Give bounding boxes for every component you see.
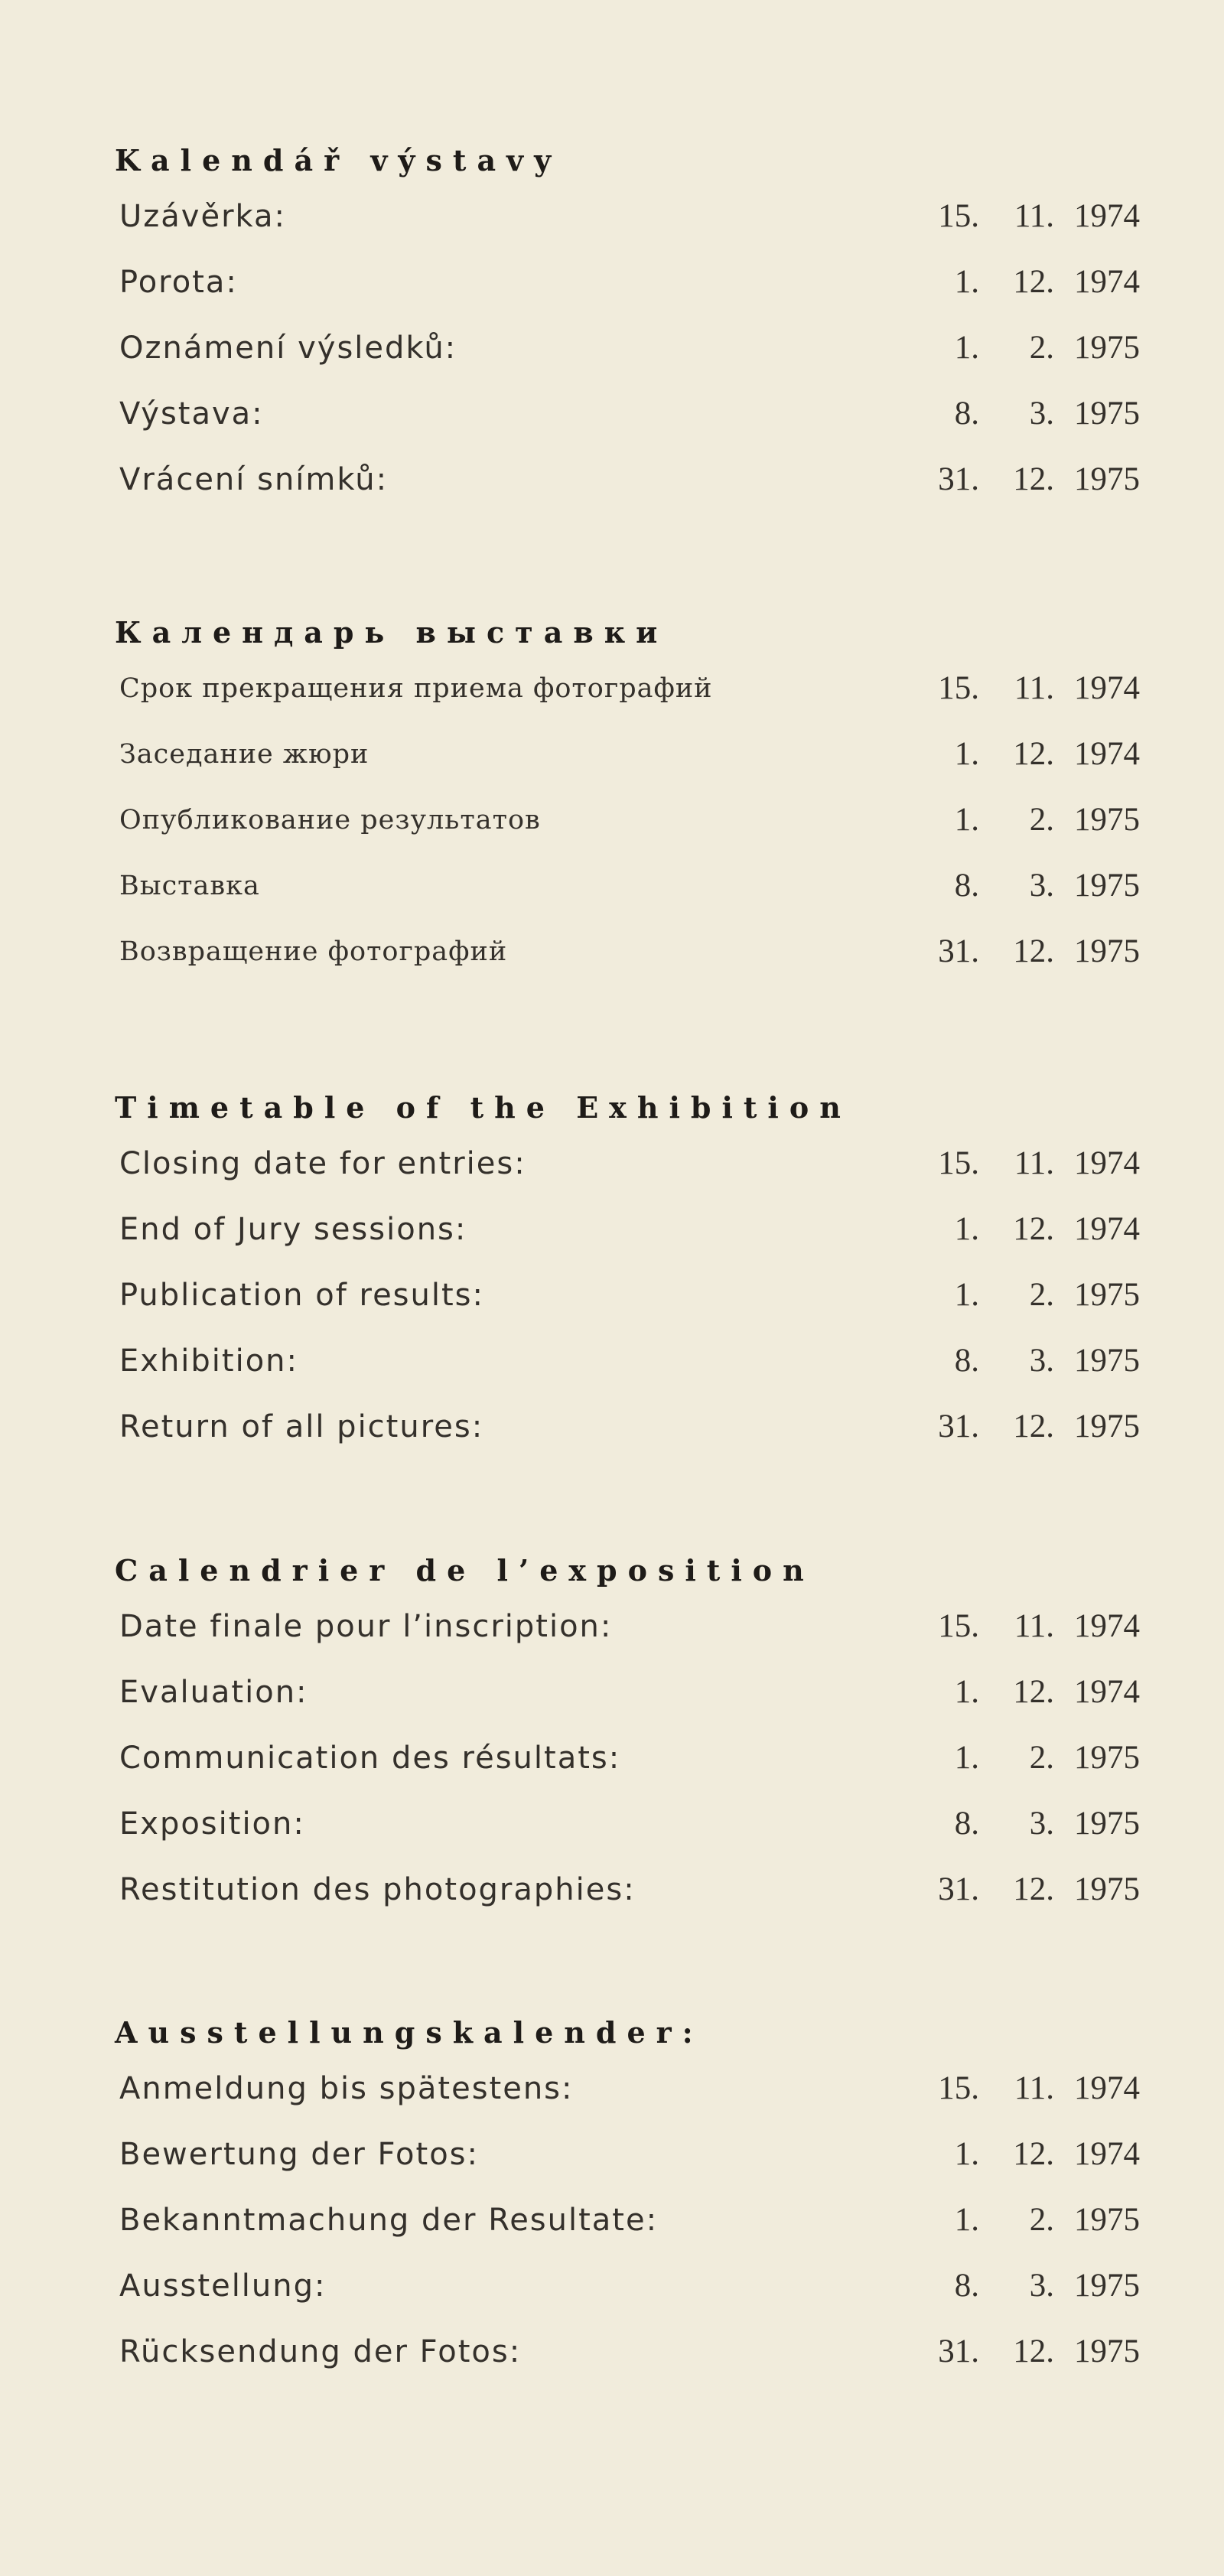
- row-label: Bewertung der Fotos:: [119, 2137, 479, 2172]
- date-month: 11.: [1014, 670, 1054, 706]
- date-day: 31.: [938, 2333, 979, 2369]
- date-year: 1975: [1074, 1408, 1140, 1444]
- schedule-row: [115, 2122, 1140, 2187]
- date-year: 1975: [1074, 1277, 1140, 1313]
- section-heading: Kalendář výstavy: [115, 143, 562, 177]
- schedule-row: [115, 1262, 1140, 1328]
- row-date: [910, 1328, 1140, 1394]
- row-label: Заседание жюри: [119, 739, 369, 770]
- row-label: Vrácení snímků:: [119, 462, 389, 497]
- row-date: [910, 2056, 1140, 2122]
- date-day: 8.: [954, 1343, 979, 1379]
- date-month: 11.: [1014, 2070, 1054, 2106]
- schedule-row: [115, 1394, 1140, 1460]
- date-day: 15.: [938, 198, 979, 234]
- row-label: Ausstellung:: [119, 2268, 327, 2304]
- schedule-row: [115, 1857, 1140, 1923]
- row-label: Closing date for entries:: [119, 1146, 526, 1181]
- date-month: 12.: [1013, 1871, 1054, 1907]
- date-month: 12.: [1013, 1408, 1054, 1444]
- row-date: [910, 447, 1140, 513]
- row-label: Опубликование результатов: [119, 805, 541, 835]
- date-day: 15.: [938, 1608, 979, 1644]
- section-heading: Calendrier de l’exposition: [115, 1553, 815, 1588]
- date-day: 1.: [954, 2136, 979, 2172]
- section-heading: Ausstellungskalender:: [115, 2015, 704, 2050]
- date-day: 1.: [954, 264, 979, 300]
- date-month: 12.: [1013, 1674, 1054, 1710]
- row-label: Return of all pictures:: [119, 1409, 484, 1444]
- schedule-row: [115, 249, 1140, 315]
- row-date: [910, 919, 1140, 985]
- date-month: 12.: [1013, 1211, 1054, 1247]
- schedule-row: [115, 787, 1140, 853]
- date-month: 2.: [1029, 802, 1054, 838]
- schedule-row: [115, 721, 1140, 787]
- row-date: [910, 787, 1140, 853]
- row-label: Срок прекращения приема фотографий: [119, 673, 713, 704]
- schedule-row: [115, 1791, 1140, 1857]
- date-month: 3.: [1029, 868, 1054, 904]
- row-label: Evaluation:: [119, 1675, 308, 1710]
- row-date: [910, 1131, 1140, 1197]
- row-label: Exhibition:: [119, 1343, 299, 1379]
- date-year: 1975: [1074, 330, 1140, 366]
- date-year: 1974: [1074, 264, 1140, 300]
- row-date: [910, 1659, 1140, 1725]
- row-label: Uzávěrka:: [119, 199, 286, 234]
- row-date: [910, 1857, 1140, 1923]
- date-day: 8.: [954, 868, 979, 904]
- row-label: Возвращение фотографий: [119, 936, 508, 967]
- date-day: 15.: [938, 1145, 979, 1181]
- schedule-row: [115, 2056, 1140, 2122]
- date-day: 1.: [954, 736, 979, 772]
- section-english: [115, 1085, 1140, 1460]
- date-month: 3.: [1029, 1343, 1054, 1379]
- row-date: [910, 1197, 1140, 1262]
- date-month: 11.: [1014, 1145, 1054, 1181]
- date-year: 1974: [1074, 1674, 1140, 1710]
- date-year: 1974: [1074, 670, 1140, 706]
- schedule-row: [115, 1594, 1140, 1659]
- date-day: 1.: [954, 330, 979, 366]
- date-year: 1974: [1074, 736, 1140, 772]
- row-date: [910, 1791, 1140, 1857]
- row-date: [910, 656, 1140, 721]
- row-date: [910, 381, 1140, 447]
- date-day: 1.: [954, 1740, 979, 1776]
- schedule-row: [115, 2319, 1140, 2385]
- row-date: [910, 2122, 1140, 2187]
- row-label: End of Jury sessions:: [119, 1212, 467, 1247]
- row-date: [910, 2253, 1140, 2319]
- date-day: 8.: [954, 396, 979, 432]
- row-label: Exposition:: [119, 1806, 305, 1842]
- date-day: 8.: [954, 1806, 979, 1842]
- section-german: [115, 2010, 1140, 2385]
- row-label: Restitution des photographies:: [119, 1872, 636, 1907]
- row-label: Oznámení výsledků:: [119, 331, 457, 366]
- row-date: [910, 2187, 1140, 2253]
- date-day: 1.: [954, 2202, 979, 2238]
- date-month: 2.: [1029, 330, 1054, 366]
- row-date: [910, 1262, 1140, 1328]
- date-month: 2.: [1029, 1740, 1054, 1776]
- date-year: 1975: [1074, 1871, 1140, 1907]
- schedule-row: [115, 1131, 1140, 1197]
- date-year: 1975: [1074, 1343, 1140, 1379]
- date-year: 1974: [1074, 1145, 1140, 1181]
- section-french: [115, 1548, 1140, 1923]
- row-label: Communication des résultats:: [119, 1741, 621, 1776]
- schedule-row: [115, 1725, 1140, 1791]
- row-label: Выставка: [119, 871, 260, 901]
- date-month: 3.: [1029, 1806, 1054, 1842]
- schedule-row: [115, 2253, 1140, 2319]
- date-day: 15.: [938, 2070, 979, 2106]
- date-day: 1.: [954, 802, 979, 838]
- date-month: 12.: [1013, 933, 1054, 969]
- date-day: 31.: [938, 1871, 979, 1907]
- date-month: 11.: [1014, 1608, 1054, 1644]
- date-month: 3.: [1029, 2268, 1054, 2304]
- row-date: [910, 721, 1140, 787]
- date-day: 8.: [954, 2268, 979, 2304]
- row-label: Porota:: [119, 265, 238, 300]
- date-month: 12.: [1013, 736, 1054, 772]
- date-year: 1974: [1074, 2136, 1140, 2172]
- date-year: 1975: [1074, 802, 1140, 838]
- date-day: 31.: [938, 461, 979, 497]
- row-date: [910, 315, 1140, 381]
- date-year: 1974: [1074, 198, 1140, 234]
- date-month: 2.: [1029, 2202, 1054, 2238]
- date-year: 1975: [1074, 2333, 1140, 2369]
- row-date: [910, 184, 1140, 249]
- row-label: Výstava:: [119, 396, 264, 432]
- date-year: 1975: [1074, 2268, 1140, 2304]
- date-year: 1975: [1074, 1740, 1140, 1776]
- date-year: 1975: [1074, 461, 1140, 497]
- date-day: 31.: [938, 1408, 979, 1444]
- section-heading: Календарь выставки: [115, 615, 669, 650]
- section-russian: [115, 610, 1140, 985]
- schedule-row: [115, 1328, 1140, 1394]
- section-czech: [115, 138, 1140, 513]
- date-year: 1975: [1074, 868, 1140, 904]
- schedule-row: [115, 919, 1140, 985]
- schedule-row: [115, 656, 1140, 721]
- date-day: 15.: [938, 670, 979, 706]
- schedule-row: [115, 2187, 1140, 2253]
- row-label: Bekanntmachung der Resultate:: [119, 2203, 659, 2238]
- date-month: 2.: [1029, 1277, 1054, 1313]
- schedule-row: [115, 447, 1140, 513]
- date-day: 1.: [954, 1674, 979, 1710]
- date-month: 12.: [1013, 461, 1054, 497]
- schedule-row: [115, 381, 1140, 447]
- row-date: [910, 1725, 1140, 1791]
- date-day: 1.: [954, 1211, 979, 1247]
- date-month: 12.: [1013, 264, 1054, 300]
- row-date: [910, 249, 1140, 315]
- row-label: Publication of results:: [119, 1278, 484, 1313]
- row-date: [910, 1594, 1140, 1659]
- date-month: 3.: [1029, 396, 1054, 432]
- row-label: Date finale pour l’inscription:: [119, 1609, 613, 1644]
- date-year: 1975: [1074, 2202, 1140, 2238]
- date-year: 1974: [1074, 1608, 1140, 1644]
- schedule-row: [115, 1659, 1140, 1725]
- schedule-row: [115, 1197, 1140, 1262]
- section-heading: Timetable of the Exhibition: [115, 1090, 851, 1125]
- schedule-row: [115, 853, 1140, 919]
- row-date: [910, 1394, 1140, 1460]
- row-label: Rücksendung der Fotos:: [119, 2334, 522, 2369]
- date-month: 11.: [1014, 198, 1054, 234]
- row-date: [910, 853, 1140, 919]
- date-day: 31.: [938, 933, 979, 969]
- date-year: 1975: [1074, 396, 1140, 432]
- date-day: 1.: [954, 1277, 979, 1313]
- schedule-row: [115, 315, 1140, 381]
- date-year: 1975: [1074, 1806, 1140, 1842]
- row-date: [910, 2319, 1140, 2385]
- date-month: 12.: [1013, 2333, 1054, 2369]
- row-label: Anmeldung bis spätestens:: [119, 2071, 574, 2106]
- date-year: 1975: [1074, 933, 1140, 969]
- date-year: 1974: [1074, 2070, 1140, 2106]
- schedule-row: [115, 184, 1140, 249]
- date-month: 12.: [1013, 2136, 1054, 2172]
- date-year: 1974: [1074, 1211, 1140, 1247]
